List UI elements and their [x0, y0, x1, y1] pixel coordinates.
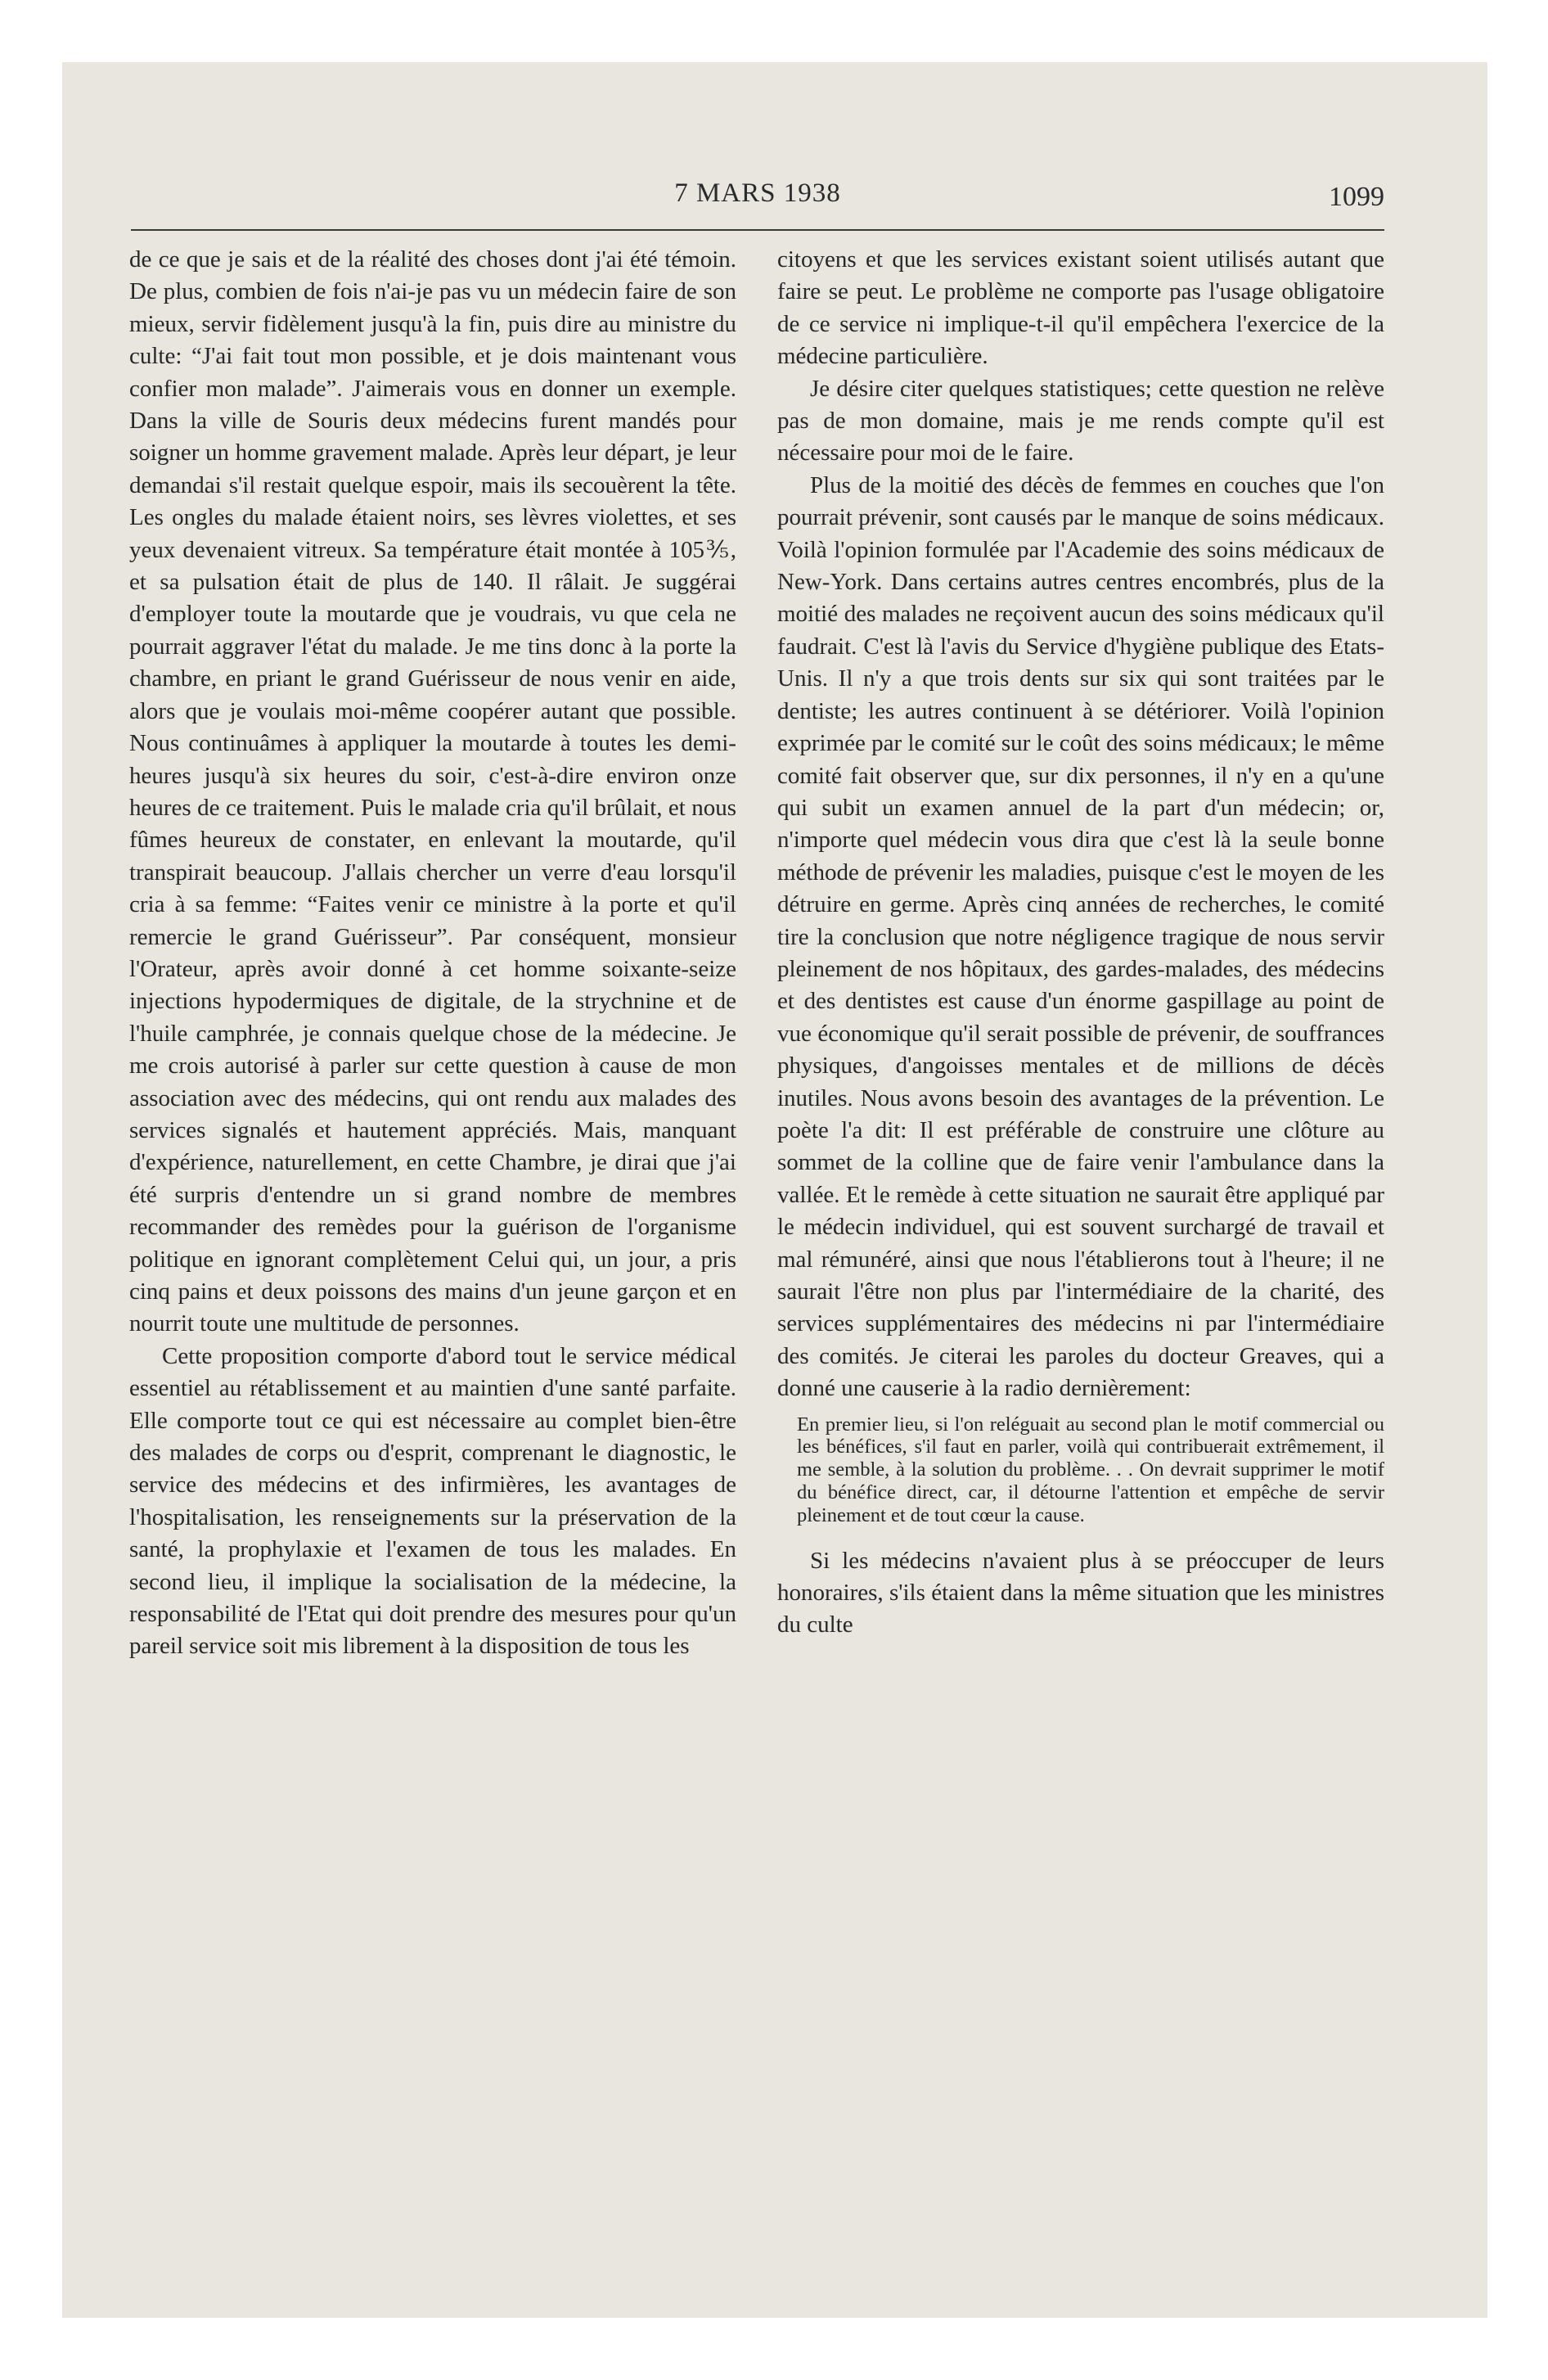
right-paragraph-4: Si les médecins n'avaient plus à se préoccuper de leurs honoraires, s'ils étaient dans la même situation que les ministres du culte — [777, 1547, 1384, 1639]
left-paragraph-1: de ce que je sais et de la réalité des choses dont j'ai été témoin. De plus, combien de fois n'ai-je pas vu un médecin faire de son mieux, servir fidèlement jusqu'à la fin, puis dire au ministre du culte: “J'ai fait tout mon possible, et je dois maintenant vous confier mon malade”. J'aimerais vous en donner un exemple. Dans la ville de Souris deux médecins furent mandés pour soigner un homme gravement malade. Après leur départ, je leur demandai s'il restait quelque espoir, mais ils secouèrent la tête. Les ongles du malade étaient noirs, ses lèvres violettes, et ses yeux devenaient vitreux. Sa température était montée à 105⅗, et sa pulsation était de plus de 140. Il râlait. Je suggérai d'employer toute la moutarde que je voudrais, vu que cela ne pourrait aggraver l'état du malade. Je me tins donc à la porte la chambre, en priant le grand Guérisseur de nous venir en aide, alors que je voulais moi-même coopérer autant que possible. Nous continuâmes à appliquer la moutarde à toutes les demi-heures jusqu'à six heures du soir, c'est-à-dire environ onze heures de ce traitement. Puis le malade cria qu'il brûlait, et nous fûmes heureux de constater, en enlevant la moutarde, qu'il transpirait beaucoup. J'allais chercher un verre d'eau lorsqu'il cria à sa femme: “Faites venir ce ministre à la porte et qu'il remercie le grand Guérisseur”. Par conséquent, monsieur l'Orateur, après avoir donné à cet homme soixante-seize injections hypodermiques de digitale, de la strychnine et de l'huile camphrée, je connais quelque chose de la médecine. Je me crois autorisé à parler sur cette question à cause de mon association avec des médecins, qui ont rendu aux malades des services signalés et hautement appréciés. Mais, manquant d'expérience, naturellement, en cette Chambre, je dirai que j'ai été surpris d'entendre un si grand nombre de membres recommander des remèdes pour la guérison de l'organisme politique en ignorant complètement Celui qui, un jour, a pris cinq pains et deux poissons des mains d'un jeune garçon et en nourrit toute une multitude de personnes. — [129, 246, 736, 1337]
header-date: 7 MARS 1938 — [674, 178, 841, 208]
left-column — [129, 244, 736, 1663]
header-rule — [131, 229, 1384, 231]
block-quote: En premier lieu, si l'on reléguait au second plan le motif commercial ou les bénéfices, s'il faut en parler, voilà qui contribuerait extrêmement, il me semble, à la solution du problème. . . On devrait supprimer le motif du bénéfice direct, car, il détourne l'attention et empêche de servir pleinement et de tout cœur la cause. — [797, 1413, 1384, 1526]
right-column — [777, 244, 1384, 1642]
right-paragraph-1: citoyens et que les services existant soient utilisés autant que faire se peut. Le problème ne comporte pas l'usage obligatoire de ce service ni implique-t-il qu'il empêchera l'exercice de la médecine particulière. — [777, 246, 1384, 370]
page-number: 1099 — [1329, 182, 1384, 212]
left-paragraph-2: Cette proposition comporte d'abord tout le service médical essentiel au rétablissement et au maintien d'une santé parfaite. Elle comporte tout ce qui est nécessaire au complet bien-être des malades de corps ou d'esprit, comprenant le diagnostic, le service des médecins et des infirmières, les avantages de l'hospitalisation, les renseignements sur la préservation de la santé, la prophylaxie et l'examen de tous les malades. En second lieu, il implique la socialisation de la médecine, la responsabilité de l'Etat qui doit prendre des mesures pour qu'un pareil service soit mis librement à la disposition de tous les — [129, 1342, 736, 1660]
page-header — [131, 164, 1384, 214]
right-paragraph-2: Je désire citer quelques statistiques; cette question ne relève pas de mon domaine, mais je me rends compte qu'il est nécessaire pour moi de le faire. — [777, 375, 1384, 467]
right-paragraph-3: Plus de la moitié des décès de femmes en couches que l'on pourrait prévenir, sont causés par le manque de soins médicaux. Voilà l'opinion formulée par l'Academie des soins médicaux de New-York. Dans certains autres centres encombrés, plus de la moitié des malades ne reçoivent aucun des soins médicaux qu'il faudrait. C'est là l'avis du Service d'hygiène publique des Etats-Unis. Il n'y a que trois dents sur six qui sont traitées par le dentiste; les autres continuent à se détériorer. Voilà l'opinion exprimée par le comité sur le coût des soins médicaux; le même comité fait observer que, sur dix personnes, il n'y en a qu'une qui subit un examen annuel de la part d'un médecin; or, n'importe quel médecin vous dira que c'est là la seule bonne méthode de prévenir les maladies, puisque c'est le moyen de les détruire en germe. Après cinq années de recherches, le comité tire la conclusion que notre négligence tragique de nous servir pleinement de nos hôpitaux, des gardes-malades, des médecins et des dentistes est cause d'un énorme gaspillage au point de vue économique qu'il serait possible de prévenir, de souffrances physiques, d'angoisses mentales et de millions de décès inutiles. Nous avons besoin des avantages de la prévention. Le poète l'a dit: Il est préférable de construire une clôture au sommet de la colline que de faire venir l'ambulance dans la vallée. Et le remède à cette situation ne saurait être appliqué par le médecin individuel, qui est souvent surchargé de travail et mal rémunéré, ainsi que nous l'établierons tout à l'heure; il ne saurait l'être non plus par l'intermédiaire de la charité, des services supplémentaires des médecins ni par l'intermédiaire des comités. Je citerai les paroles du docteur Greaves, qui a donné une causerie à la radio dernièrement: — [777, 471, 1384, 1402]
